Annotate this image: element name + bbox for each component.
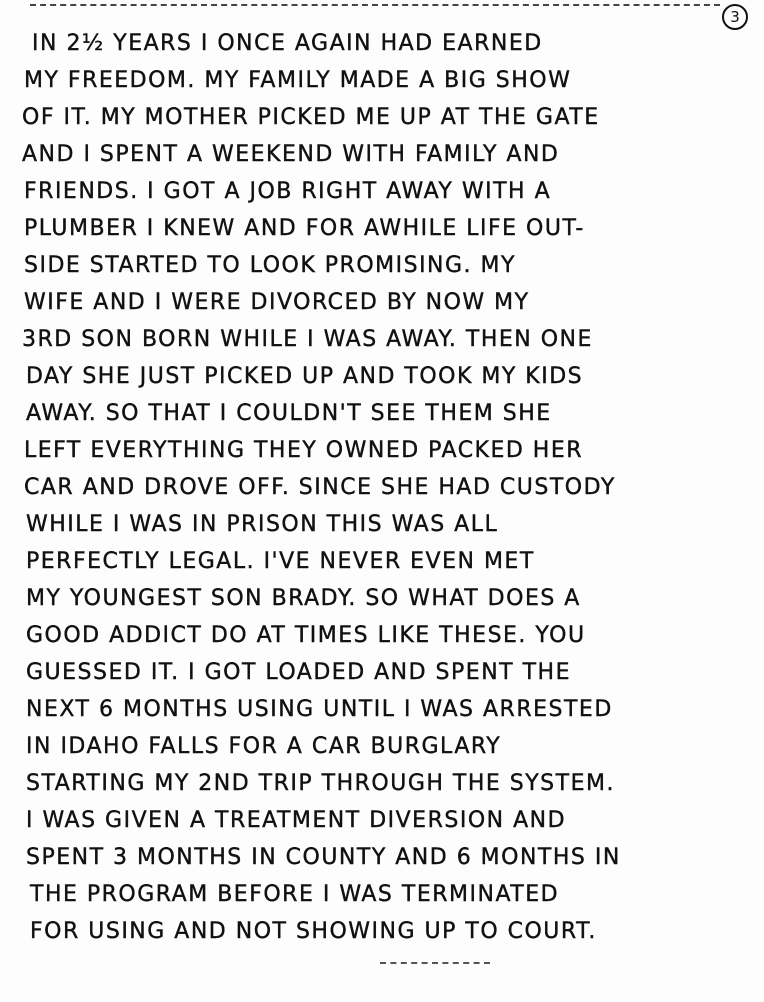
text-line: LEFT EVERYTHING THEY OWNED PACKED HER <box>24 438 584 463</box>
text-line: MY FREEDOM. MY FAMILY MADE A BIG SHOW <box>24 68 572 93</box>
text-line: THE PROGRAM BEFORE I WAS TERMINATED <box>30 882 560 907</box>
page-number: 3 <box>722 4 748 30</box>
text-line: OF IT. MY MOTHER PICKED ME UP AT THE GATE <box>22 105 600 130</box>
text-line: GOOD ADDICT DO AT TIMES LIKE THESE. YOU <box>26 623 586 648</box>
text-line: MY YOUNGEST SON BRADY. SO WHAT DOES A <box>26 586 581 611</box>
text-line: PERFECTLY LEGAL. I'VE NEVER EVEN MET <box>26 549 535 574</box>
text-line: WIFE AND I WERE DIVORCED BY NOW MY <box>24 290 530 315</box>
text-line: DAY SHE JUST PICKED UP AND TOOK MY KIDS <box>26 364 584 389</box>
text-line: SIDE STARTED TO LOOK PROMISING. MY <box>24 253 516 278</box>
text-line: CAR AND DROVE OFF. SINCE SHE HAD CUSTODY <box>24 475 616 500</box>
text-line: IN 2½ YEARS I ONCE AGAIN HAD EARNED <box>32 31 543 56</box>
handwritten-text <box>22 28 757 968</box>
top-rule <box>30 4 720 6</box>
text-line: PLUMBER I KNEW AND FOR AWHILE LIFE OUT- <box>24 216 585 241</box>
text-line: I WAS GIVEN A TREATMENT DIVERSION AND <box>26 808 567 833</box>
text-line: AND I SPENT A WEEKEND WITH FAMILY AND <box>22 142 560 167</box>
text-line: SPENT 3 MONTHS IN COUNTY AND 6 MONTHS IN <box>26 845 621 870</box>
text-line: FOR USING AND NOT SHOWING UP TO COURT. <box>30 919 597 944</box>
bottom-dash <box>380 962 490 964</box>
text-line: AWAY. SO THAT I COULDN'T SEE THEM SHE <box>26 401 552 426</box>
text-line: WHILE I WAS IN PRISON THIS WAS ALL <box>26 512 499 537</box>
text-line: IN IDAHO FALLS FOR A CAR BURGLARY <box>26 734 502 759</box>
text-line: STARTING MY 2ND TRIP THROUGH THE SYSTEM. <box>26 771 615 796</box>
text-line: 3RD SON BORN WHILE I WAS AWAY. THEN ONE <box>22 327 593 352</box>
text-line: GUESSED IT. I GOT LOADED AND SPENT THE <box>26 660 571 685</box>
text-line: NEXT 6 MONTHS USING UNTIL I WAS ARRESTED <box>26 697 613 722</box>
text-line: FRIENDS. I GOT A JOB RIGHT AWAY WITH A <box>24 179 552 204</box>
